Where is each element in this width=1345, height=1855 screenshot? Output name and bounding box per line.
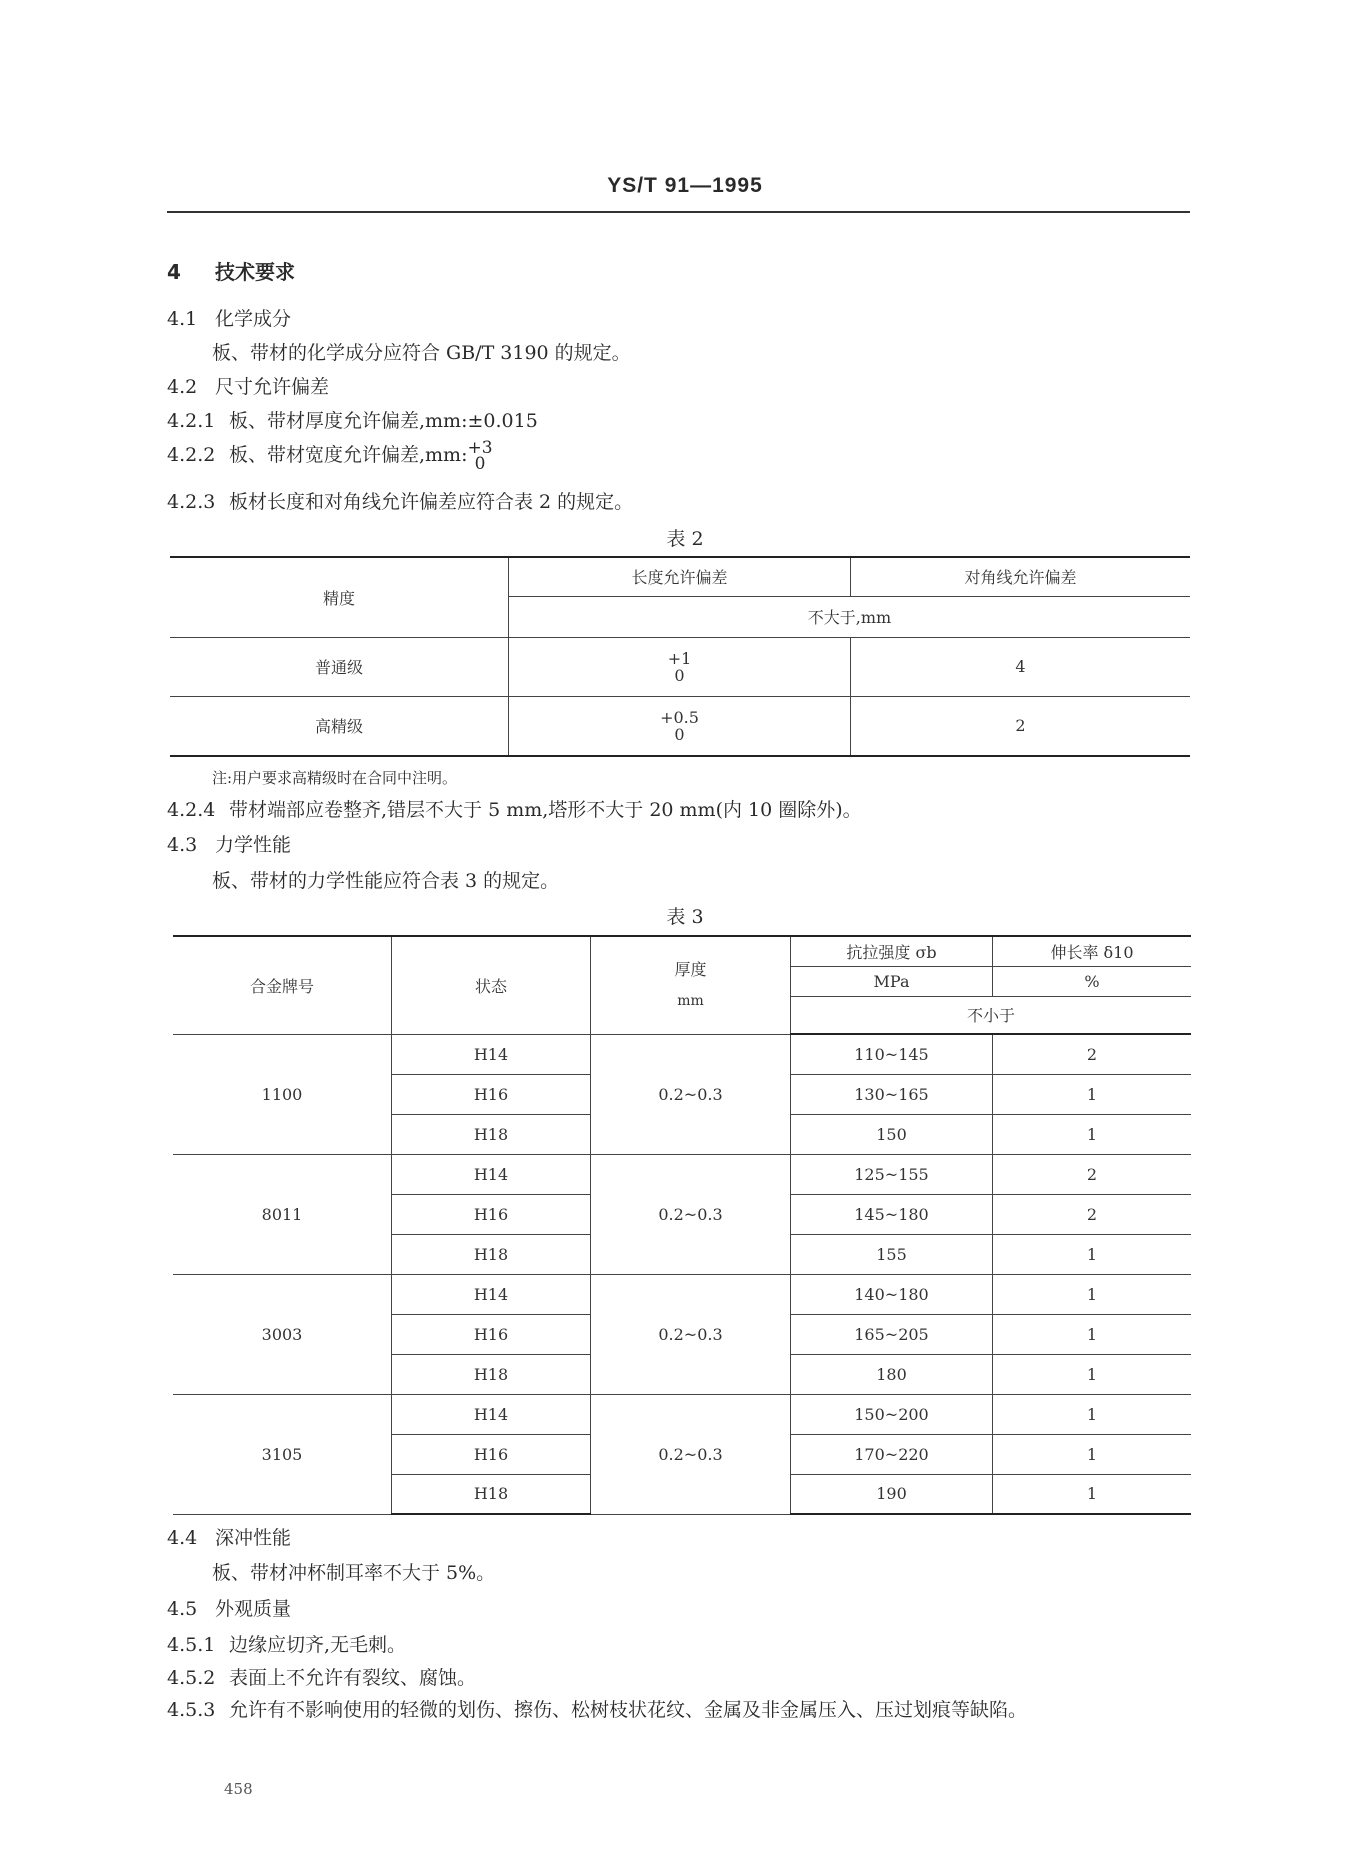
section-4-3-heading	[167, 833, 291, 857]
grade-cell: 高精级	[170, 696, 509, 756]
header-rule	[167, 211, 1190, 213]
tensile-cell: 190	[791, 1474, 993, 1514]
section-title: 尺寸允许偏差	[215, 376, 330, 398]
temper-cell: H18	[392, 1114, 591, 1154]
document-header: YS/T 91—1995	[607, 174, 763, 197]
table-row	[173, 1034, 1191, 1074]
elongation-cell: 2	[993, 1194, 1192, 1234]
tensile-cell: 150	[791, 1114, 993, 1154]
thickness-label: 厚度	[674, 959, 707, 979]
header-tensile: 抗拉强度 σb	[791, 936, 993, 966]
tensile-cell: 180	[791, 1354, 993, 1394]
upper-tolerance: +3	[467, 438, 493, 458]
section-text: 边缘应切齐,无毛刺。	[229, 1634, 407, 1656]
section-number: 4.5.1	[167, 1634, 216, 1656]
thickness-cell: 0.2~0.3	[591, 1394, 791, 1514]
tensile-cell: 140~180	[791, 1274, 993, 1314]
section-number: 4.5	[167, 1598, 198, 1620]
elongation-cell: 1	[993, 1394, 1192, 1434]
section-text: 带材端部应卷整齐,错层不大于 5 mm,塔形不大于 20 mm(内 10 圈除外)。	[229, 799, 862, 821]
temper-cell: H16	[392, 1434, 591, 1474]
elongation-cell: 1	[993, 1314, 1192, 1354]
section-4-5-2	[167, 1666, 476, 1690]
elongation-cell: 2	[993, 1154, 1192, 1194]
header-thickness	[591, 936, 791, 1034]
section-title: 外观质量	[215, 1598, 292, 1620]
diagonal-cell: 2	[851, 696, 1191, 756]
thickness-cell: 0.2~0.3	[591, 1154, 791, 1274]
thickness-unit: mm	[677, 992, 704, 1009]
temper-cell: H18	[392, 1354, 591, 1394]
section-number: 4.1	[167, 308, 198, 330]
temper-cell: H16	[392, 1194, 591, 1234]
section-4-5-heading	[167, 1597, 291, 1621]
elongation-cell: 1	[993, 1074, 1192, 1114]
section-number: 4.2.2	[167, 444, 216, 466]
section-4-5-3	[167, 1698, 1027, 1722]
tolerance-fraction	[467, 440, 492, 472]
table-2-caption: 表 2	[666, 528, 704, 550]
thickness-cell: 0.2~0.3	[591, 1034, 791, 1154]
section-number: 4.2.1	[167, 410, 216, 432]
section-number: 4.5.3	[167, 1699, 216, 1721]
alloy-cell: 1100	[173, 1034, 392, 1154]
table-row	[170, 637, 1190, 696]
header-alloy: 合金牌号	[173, 936, 392, 1034]
section-number: 4.2	[167, 376, 198, 398]
temper-cell: H16	[392, 1074, 591, 1114]
upper-tolerance: +0.5	[660, 707, 699, 727]
section-number: 4.5.2	[167, 1667, 216, 1689]
table-2	[170, 556, 1190, 757]
section-title: 化学成分	[215, 308, 292, 330]
section-number: 4.3	[167, 834, 198, 856]
temper-cell: H18	[392, 1474, 591, 1514]
section-4-2-1	[167, 409, 538, 433]
elongation-cell: 1	[993, 1354, 1192, 1394]
header-min: 不小于	[791, 996, 1192, 1034]
elongation-cell: 1	[993, 1114, 1192, 1154]
length-tolerance-cell	[509, 637, 851, 696]
section-title: 力学性能	[215, 834, 292, 856]
tensile-cell: 165~205	[791, 1314, 993, 1354]
header-diagonal-tolerance: 对角线允许偏差	[851, 557, 1191, 596]
table-row	[170, 696, 1190, 756]
section-number: 4.2.3	[167, 491, 216, 513]
header-elongation-unit: %	[993, 966, 1192, 996]
section-4-4-heading	[167, 1526, 291, 1550]
table-row	[173, 1394, 1191, 1434]
page-number: 458	[224, 1780, 253, 1798]
thickness-cell: 0.2~0.3	[591, 1274, 791, 1394]
section-4-2-heading	[167, 375, 329, 399]
tensile-cell: 130~165	[791, 1074, 993, 1114]
header-elongation: 伸长率 δ10	[993, 936, 1192, 966]
section-4-heading	[167, 256, 295, 285]
elongation-cell: 1	[993, 1274, 1192, 1314]
section-4-1-body: 板、带材的化学成分应符合 GB/T 3190 的规定。	[212, 342, 631, 364]
alloy-cell: 3003	[173, 1274, 392, 1394]
alloy-cell: 3105	[173, 1394, 392, 1514]
section-text: 板、带材宽度允许偏差,mm:	[229, 444, 468, 466]
section-4-2-4	[167, 798, 862, 822]
table-row	[173, 1274, 1191, 1314]
elongation-cell: 1	[993, 1234, 1192, 1274]
table-row	[173, 1154, 1191, 1194]
header-precision: 精度	[170, 557, 509, 637]
section-text: 板材长度和对角线允许偏差应符合表 2 的规定。	[229, 491, 634, 513]
section-text: 表面上不允许有裂纹、腐蚀。	[229, 1667, 477, 1689]
section-number: 4.4	[167, 1527, 198, 1549]
section-title: 深冲性能	[215, 1527, 292, 1549]
header-tensile-unit: MPa	[791, 966, 993, 996]
lower-tolerance: 0	[674, 724, 685, 744]
section-4-3-body: 板、带材的力学性能应符合表 3 的规定。	[212, 870, 560, 892]
section-4-5-1	[167, 1633, 406, 1657]
section-number: 4.2.4	[167, 799, 216, 821]
section-text: 允许有不影响使用的轻微的划伤、擦伤、松树枝状花纹、金属及非金属压入、压过划痕等缺陷。	[229, 1699, 1028, 1721]
temper-cell: H14	[392, 1394, 591, 1434]
upper-tolerance: +1	[667, 648, 692, 668]
tensile-cell: 170~220	[791, 1434, 993, 1474]
section-4-1-heading	[167, 307, 291, 331]
temper-cell: H14	[392, 1154, 591, 1194]
elongation-cell: 1	[993, 1474, 1192, 1514]
temper-cell: H16	[392, 1314, 591, 1354]
temper-cell: H14	[392, 1274, 591, 1314]
tensile-cell: 145~180	[791, 1194, 993, 1234]
section-4-2-2	[167, 440, 493, 472]
section-4-2-3	[167, 490, 633, 514]
header-unit: 不大于,mm	[509, 596, 1191, 637]
table-3-caption: 表 3	[666, 906, 704, 928]
alloy-cell: 8011	[173, 1154, 392, 1274]
temper-cell: H14	[392, 1034, 591, 1074]
header-temper: 状态	[392, 936, 591, 1034]
tensile-cell: 150~200	[791, 1394, 993, 1434]
tensile-cell: 155	[791, 1234, 993, 1274]
diagonal-cell: 4	[851, 637, 1191, 696]
header-length-tolerance: 长度允许偏差	[509, 557, 851, 596]
lower-tolerance: 0	[474, 454, 486, 474]
elongation-cell: 1	[993, 1434, 1192, 1474]
lower-tolerance: 0	[674, 665, 685, 685]
grade-cell: 普通级	[170, 637, 509, 696]
tensile-cell: 125~155	[791, 1154, 993, 1194]
section-text: 板、带材厚度允许偏差,mm:±0.015	[229, 410, 538, 432]
section-4-4-body: 板、带材冲杯制耳率不大于 5%。	[212, 1562, 496, 1584]
section-title: 技术要求	[215, 260, 295, 284]
length-tolerance-cell	[509, 696, 851, 756]
temper-cell: H18	[392, 1234, 591, 1274]
table-2-note: 注:用户要求高精级时在合同中注明。	[212, 769, 458, 787]
elongation-cell: 2	[993, 1034, 1192, 1074]
table-3	[173, 935, 1191, 1515]
tensile-cell: 110~145	[791, 1034, 993, 1074]
section-number: 4	[167, 260, 181, 284]
